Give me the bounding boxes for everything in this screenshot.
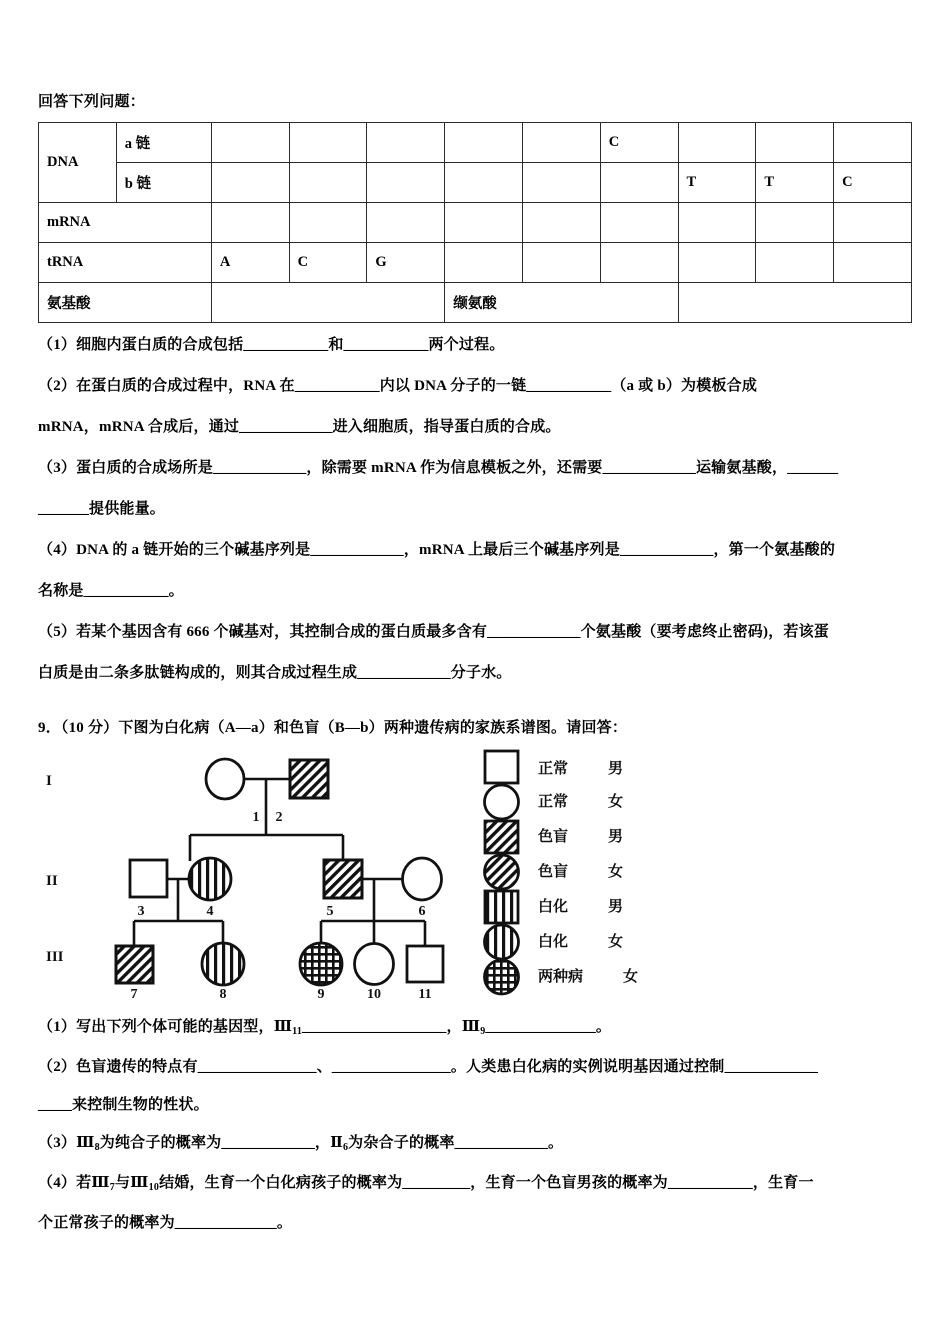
question-line xyxy=(38,1204,912,1242)
legend-sex-5: 女 xyxy=(608,933,624,950)
question-text: ，第一个氨基酸的 xyxy=(713,542,836,558)
table-cell[interactable] xyxy=(834,243,912,283)
question-line xyxy=(38,612,912,653)
question-9-1 xyxy=(38,1008,912,1048)
pedigree-id-8: 8 xyxy=(219,987,227,998)
answer-blank[interactable]: __________ xyxy=(243,337,329,353)
table-cell[interactable] xyxy=(756,123,834,163)
row-sublabel-a-chain: a 链 xyxy=(116,123,211,163)
individual-subscript: 10 xyxy=(148,1182,160,1193)
table-cell[interactable] xyxy=(211,123,289,163)
row-label-dna: DNA xyxy=(39,123,117,203)
question-text: （5）若某个基因含有 666 个碱基对，其控制合成的蛋白质最多含有 xyxy=(38,624,488,640)
row-sublabel-b-chain: b 链 xyxy=(116,163,211,203)
answer-blank[interactable]: __________ xyxy=(83,583,169,599)
amino-acid-cell[interactable] xyxy=(211,283,444,323)
pedigree-svg xyxy=(38,743,912,998)
pedigree-individual-7[interactable] xyxy=(116,946,153,983)
question-text: 。 xyxy=(168,583,184,599)
table-cell[interactable] xyxy=(289,163,367,203)
question-text: （a 或 b）为模板合成 xyxy=(611,378,758,394)
question-text: mRNA，mRNA 合成后，通过 xyxy=(38,419,240,435)
question-text: （3）Ⅲ xyxy=(38,1135,95,1151)
table-cell[interactable] xyxy=(600,163,678,203)
pedigree-individual-2[interactable] xyxy=(290,760,328,798)
amino-acid-cell[interactable]: 缬氨酸 xyxy=(445,283,678,323)
answer-blank[interactable]: ___________ xyxy=(357,665,451,681)
pedigree-connector-lines xyxy=(134,779,425,946)
table-body xyxy=(39,123,912,323)
question-text: 进入细胞质，指导蛋白质的合成。 xyxy=(332,419,561,435)
legend-condition-4: 白化 xyxy=(538,898,569,915)
pedigree-individual-3[interactable] xyxy=(130,860,167,897)
individual-subscript: 9 xyxy=(480,1026,486,1037)
legend-condition-5: 白化 xyxy=(538,933,569,950)
legend-sex-2: 男 xyxy=(608,828,624,845)
table-cell[interactable] xyxy=(678,243,756,283)
question-text: （3）蛋白质的合成场所是 xyxy=(38,460,213,476)
legend-condition-2: 色盲 xyxy=(538,828,569,845)
table-cell[interactable] xyxy=(600,203,678,243)
generation-label-III: III xyxy=(46,949,64,965)
answer-blank[interactable]: ___________ xyxy=(454,1135,549,1151)
table-cell[interactable]: C xyxy=(600,123,678,163)
question-9-3 xyxy=(38,1124,912,1164)
table-cell[interactable] xyxy=(756,243,834,283)
answer-blank[interactable]: ______ xyxy=(787,460,839,476)
legend-symbols xyxy=(485,751,519,994)
question-line xyxy=(38,653,912,694)
table-cell[interactable] xyxy=(834,123,912,163)
question-text: （2）色盲遗传的特点有 xyxy=(38,1059,198,1075)
table-cell[interactable] xyxy=(445,243,523,283)
question-text: 。 xyxy=(595,1019,612,1035)
question-text: 为纯合子的概率为 xyxy=(99,1135,222,1151)
table-cell[interactable]: C xyxy=(289,243,367,283)
table-cell[interactable] xyxy=(756,203,834,243)
question-text: 两个过程。 xyxy=(428,337,505,353)
question-text: （4）DNA 的 a 链开始的三个碱基序列是 xyxy=(38,542,311,558)
pedigree-id-2: 2 xyxy=(275,810,283,825)
individual-subscript: 8 xyxy=(94,1142,100,1153)
answer-blank[interactable]: ___________ xyxy=(310,542,404,558)
legend-sex-0: 男 xyxy=(608,760,624,777)
question-9-2 xyxy=(38,1048,912,1124)
answer-blank[interactable]: ______________ xyxy=(197,1059,317,1075)
table-cell[interactable] xyxy=(522,123,600,163)
pedigree-individual-10[interactable] xyxy=(355,944,394,985)
legend-symbol-正常-女 xyxy=(485,785,519,819)
generation-labels xyxy=(46,773,64,965)
question-text: 白质是由二条多肽链构成的，则其合成过程生成 xyxy=(38,665,358,681)
table-cell[interactable] xyxy=(289,203,367,243)
question-text: 来控制生物的性状。 xyxy=(72,1097,209,1113)
table-cell[interactable]: T xyxy=(678,163,756,203)
question-text: （1）写出下列个体可能的基因型，Ⅲ xyxy=(38,1019,293,1035)
question-text: ，生育一 xyxy=(752,1175,814,1191)
legend-symbol-正常-男 xyxy=(485,751,518,783)
table-cell[interactable]: G xyxy=(367,243,445,283)
question-text: ，Ⅱ xyxy=(314,1135,343,1151)
question-text: 结婚，生育一个白化病孩子的概率为 xyxy=(159,1175,403,1191)
question-line xyxy=(38,489,912,530)
question-text: （2）在蛋白质的合成过程中，RNA 在 xyxy=(38,378,295,394)
legend-sex-3: 女 xyxy=(608,863,624,880)
row-label-mrna: mRNA xyxy=(39,203,212,243)
questions-block-8 xyxy=(38,325,912,694)
pedigree-individual-8[interactable] xyxy=(202,943,244,985)
legend-condition-6: 两种病 xyxy=(538,968,584,985)
answer-blank[interactable]: _________________ xyxy=(302,1019,447,1035)
table-cell[interactable] xyxy=(445,163,523,203)
table-cell[interactable] xyxy=(367,123,445,163)
generation-label-II: II xyxy=(46,873,58,889)
question-8-1 xyxy=(38,325,912,366)
answer-blank[interactable]: ___________ xyxy=(221,1135,315,1151)
question-text: （4）若Ⅲ xyxy=(38,1175,110,1191)
answer-blank[interactable]: ___________ xyxy=(212,460,307,476)
question-text: ，除需要 mRNA 作为信息模板之外，还需要 xyxy=(306,460,603,476)
table-cell[interactable] xyxy=(678,123,756,163)
question-text: 内以 DNA 分子的一链 xyxy=(379,378,527,394)
question-line xyxy=(38,530,912,571)
table-row-dna-a xyxy=(39,123,912,163)
table-cell[interactable] xyxy=(678,203,756,243)
pedigree-id-3: 3 xyxy=(137,904,145,919)
question-line xyxy=(38,366,912,407)
section-number: 9． xyxy=(38,720,61,736)
question-8-4 xyxy=(38,530,912,612)
pedigree-figure xyxy=(38,743,912,998)
question-text: 名称是 xyxy=(38,583,84,599)
question-text: ，生育一个色盲男孩的概率为 xyxy=(470,1175,668,1191)
table-row-dna-b xyxy=(39,163,912,203)
legend-sex-4: 男 xyxy=(608,898,624,915)
pedigree-individual-11[interactable] xyxy=(407,946,443,982)
legend-symbol-色盲-男 xyxy=(485,821,518,853)
questions-block-9 xyxy=(38,1008,912,1242)
table-cell[interactable] xyxy=(522,243,600,283)
answer-blank[interactable]: ________ xyxy=(402,1175,471,1191)
pedigree-id-4: 4 xyxy=(206,904,214,919)
question-8-3 xyxy=(38,448,912,530)
answer-blank[interactable]: ___________ xyxy=(602,460,696,476)
question-text: 与Ⅲ xyxy=(114,1175,149,1191)
legend-sex-6: 女 xyxy=(623,968,639,985)
question-text: 个氨基酸（要考虑终止密码)，若该蛋 xyxy=(580,624,830,640)
answer-blank[interactable]: ___________ xyxy=(487,624,581,640)
table-cell[interactable] xyxy=(445,123,523,163)
question-text: 提供能量。 xyxy=(89,501,166,517)
table-cell[interactable]: A xyxy=(211,243,289,283)
question-line xyxy=(38,1048,912,1086)
question-line xyxy=(38,1164,912,1204)
table-row-mrna xyxy=(39,203,912,243)
individual-subscript: 11 xyxy=(292,1026,303,1037)
pedigree-individual-5[interactable] xyxy=(324,860,362,898)
question-8-5 xyxy=(38,612,912,694)
section-prompt: 下图为白化病（A—a）和色盲（B—b）两种遗传病的家族系谱图。请回答： xyxy=(118,720,628,736)
question-text: 和 xyxy=(328,337,344,353)
question-9-4 xyxy=(38,1164,912,1242)
individual-subscript: 6 xyxy=(342,1142,349,1153)
table-cell[interactable] xyxy=(834,203,912,243)
individual-subscript: 7 xyxy=(109,1182,115,1193)
answer-blank[interactable]: ____ xyxy=(38,1097,72,1113)
question-text: ，Ⅲ xyxy=(446,1019,481,1035)
pedigree-id-5: 5 xyxy=(326,904,334,919)
legend-symbol-色盲-女 xyxy=(485,855,519,889)
pedigree-id-11: 11 xyxy=(418,987,432,998)
pedigree-id-10: 10 xyxy=(367,987,381,998)
question-line xyxy=(38,448,912,489)
row-label-amino-acid: 氨基酸 xyxy=(39,283,212,323)
question-text: 运输氨基酸， xyxy=(695,460,788,476)
table-cell[interactable] xyxy=(289,123,367,163)
table-cell[interactable] xyxy=(522,203,600,243)
answer-blank[interactable]: ___________ xyxy=(724,1059,819,1075)
legend-condition-0: 正常 xyxy=(538,760,569,777)
answer-blank[interactable]: __________ xyxy=(343,337,429,353)
pedigree-id-7: 7 xyxy=(130,987,138,998)
answer-blank[interactable]: ____________ xyxy=(174,1215,277,1231)
pedigree-individual-9[interactable] xyxy=(300,943,342,985)
pedigree-individual-6[interactable] xyxy=(403,858,442,900)
answer-blank[interactable]: ______ xyxy=(38,501,89,517)
legend-condition-3: 色盲 xyxy=(538,863,569,880)
table-cell[interactable] xyxy=(600,243,678,283)
table-cell[interactable] xyxy=(211,163,289,203)
answer-blank[interactable]: ______________ xyxy=(331,1059,451,1075)
question-text: ，mRNA 上最后三个碱基序列是 xyxy=(403,542,620,558)
legend-labels xyxy=(537,760,638,985)
pedigree-individual-4[interactable] xyxy=(189,858,231,900)
legend-sex-1: 女 xyxy=(608,793,624,810)
answer-blank[interactable]: __________ xyxy=(667,1175,753,1191)
question-line xyxy=(38,1086,912,1124)
question-text: 。 xyxy=(276,1215,293,1231)
amino-acid-cell[interactable] xyxy=(678,283,911,323)
question-line xyxy=(38,325,912,366)
pedigree-id-9: 9 xyxy=(317,987,325,998)
table-cell[interactable] xyxy=(367,163,445,203)
pedigree-individual-1[interactable] xyxy=(206,759,244,799)
question-text: 分子水。 xyxy=(450,665,512,681)
question-8-2 xyxy=(38,366,912,448)
legend-symbol-白化-男 xyxy=(485,891,518,923)
question-text: 、 xyxy=(316,1059,332,1075)
table-row-amino-acid xyxy=(39,283,912,323)
answer-blank[interactable]: _____________ xyxy=(485,1019,596,1035)
table-cell[interactable] xyxy=(445,203,523,243)
table-cell[interactable]: C xyxy=(834,163,912,203)
table-cell[interactable] xyxy=(367,203,445,243)
generation-label-I: I xyxy=(46,773,52,789)
pedigree-id-1: 1 xyxy=(252,810,260,825)
question-line xyxy=(38,1008,912,1048)
dna-mrna-trna-table xyxy=(38,122,912,323)
table-row-trna xyxy=(39,243,912,283)
row-label-trna: tRNA xyxy=(39,243,212,283)
question-text: （1）细胞内蛋白质的合成包括 xyxy=(38,337,244,353)
question-line xyxy=(38,571,912,612)
question-text: 为杂合子的概率 xyxy=(348,1135,455,1151)
legend-condition-1: 正常 xyxy=(538,793,569,810)
table-cell[interactable]: T xyxy=(756,163,834,203)
pedigree-id-6: 6 xyxy=(418,904,426,919)
answer-blank[interactable]: __________ xyxy=(526,378,612,394)
answer-blank[interactable]: ___________ xyxy=(239,419,333,435)
question-text: 。人类患白化病的实例说明基因通过控制 xyxy=(450,1059,725,1075)
answer-blank[interactable]: ___________ xyxy=(619,542,714,558)
legend-symbol-两种病-女 xyxy=(485,960,519,994)
section-score: （10 分） xyxy=(60,720,119,736)
intro-text: 回答下列问题： xyxy=(38,94,146,110)
question-text: 个正常孩子的概率为 xyxy=(38,1215,175,1231)
question-text: 。 xyxy=(548,1135,564,1151)
table-cell[interactable] xyxy=(211,203,289,243)
question-line xyxy=(38,1124,912,1164)
answer-blank[interactable]: __________ xyxy=(294,378,380,394)
table-cell[interactable] xyxy=(522,163,600,203)
section-9-heading xyxy=(38,716,912,737)
legend-symbol-白化-女 xyxy=(485,925,519,959)
pedigree-legend xyxy=(485,751,639,994)
question-line xyxy=(38,407,912,448)
